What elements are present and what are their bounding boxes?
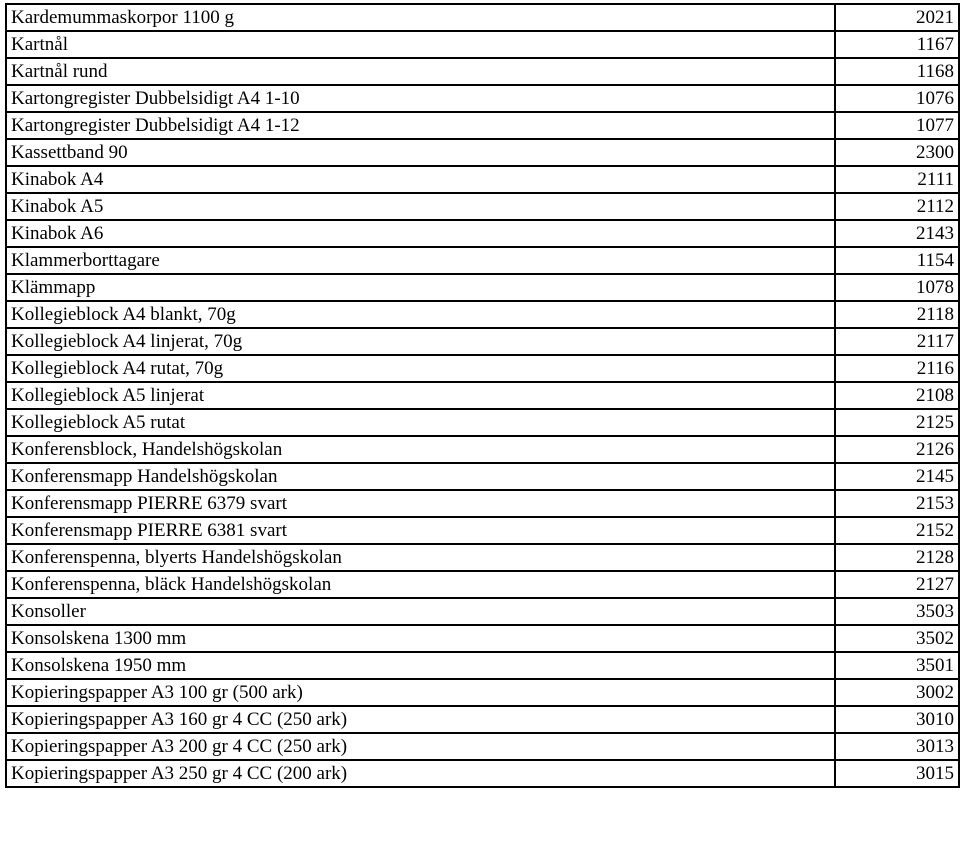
product-number-cell: 2021 [835, 4, 959, 31]
product-number-cell: 2128 [835, 544, 959, 571]
product-number-cell: 2152 [835, 517, 959, 544]
product-number-cell: 2108 [835, 382, 959, 409]
table-row [6, 517, 959, 544]
product-name-cell: Konsolskena 1300 mm [6, 625, 835, 652]
product-name-cell: Kardemummaskorpor 1100 g [6, 4, 835, 31]
product-number-cell: 3501 [835, 652, 959, 679]
product-name-cell: Konferenspenna, blyerts Handelshögskolan [6, 544, 835, 571]
table-row [6, 166, 959, 193]
table-row [6, 544, 959, 571]
table-row [6, 463, 959, 490]
product-name-cell: Kopieringspapper A3 250 gr 4 CC (200 ark) [6, 760, 835, 787]
table-row [6, 652, 959, 679]
product-name-cell: Kartnål [6, 31, 835, 58]
product-name-cell: Kopieringspapper A3 200 gr 4 CC (250 ark) [6, 733, 835, 760]
table-row [6, 679, 959, 706]
product-number-cell: 2125 [835, 409, 959, 436]
product-number-cell: 2118 [835, 301, 959, 328]
product-name-cell: Kinabok A4 [6, 166, 835, 193]
product-name-cell: Kartongregister Dubbelsidigt A4 1-12 [6, 112, 835, 139]
product-name-cell: Kollegieblock A5 rutat [6, 409, 835, 436]
table-row [6, 490, 959, 517]
product-number-cell: 1154 [835, 247, 959, 274]
product-name-cell: Klämmapp [6, 274, 835, 301]
table-row [6, 571, 959, 598]
product-number-cell: 2145 [835, 463, 959, 490]
product-name-cell: Kopieringspapper A3 100 gr (500 ark) [6, 679, 835, 706]
product-number-cell: 3502 [835, 625, 959, 652]
product-number-cell: 3503 [835, 598, 959, 625]
table-row [6, 301, 959, 328]
product-name-cell: Kartongregister Dubbelsidigt A4 1-10 [6, 85, 835, 112]
product-number-cell: 2116 [835, 355, 959, 382]
table-row [6, 58, 959, 85]
product-number-cell: 1167 [835, 31, 959, 58]
product-number-cell: 1078 [835, 274, 959, 301]
table-row [6, 31, 959, 58]
product-name-cell: Kollegieblock A4 rutat, 70g [6, 355, 835, 382]
product-name-cell: Kassettband 90 [6, 139, 835, 166]
product-name-cell: Kinabok A5 [6, 193, 835, 220]
product-name-cell: Kartnål rund [6, 58, 835, 85]
table-row [6, 436, 959, 463]
product-number-cell: 2300 [835, 139, 959, 166]
product-number-cell: 3010 [835, 706, 959, 733]
product-name-cell: Kopieringspapper A3 160 gr 4 CC (250 ark) [6, 706, 835, 733]
product-name-cell: Konferensmapp PIERRE 6379 svart [6, 490, 835, 517]
table-row [6, 409, 959, 436]
table-row [6, 733, 959, 760]
table-row [6, 706, 959, 733]
table-row [6, 598, 959, 625]
table-row [6, 4, 959, 31]
table-row [6, 328, 959, 355]
product-name-cell: Konferensmapp PIERRE 6381 svart [6, 517, 835, 544]
table-row [6, 382, 959, 409]
product-number-cell: 2153 [835, 490, 959, 517]
product-number-cell: 2112 [835, 193, 959, 220]
product-number-cell: 1168 [835, 58, 959, 85]
product-name-cell: Konsoller [6, 598, 835, 625]
product-number-cell: 3013 [835, 733, 959, 760]
product-number-cell: 2111 [835, 166, 959, 193]
product-number-cell: 2126 [835, 436, 959, 463]
table-row [6, 760, 959, 787]
product-number-cell: 2143 [835, 220, 959, 247]
product-number-cell: 3002 [835, 679, 959, 706]
table-row [6, 355, 959, 382]
product-table [5, 3, 960, 788]
product-number-cell: 2117 [835, 328, 959, 355]
product-number-cell: 3015 [835, 760, 959, 787]
product-name-cell: Kollegieblock A4 linjerat, 70g [6, 328, 835, 355]
product-name-cell: Konferensmapp Handelshögskolan [6, 463, 835, 490]
product-name-cell: Konferenspenna, bläck Handelshögskolan [6, 571, 835, 598]
product-number-cell: 2127 [835, 571, 959, 598]
product-name-cell: Kollegieblock A5 linjerat [6, 382, 835, 409]
product-name-cell: Kinabok A6 [6, 220, 835, 247]
table-row [6, 274, 959, 301]
table-row [6, 220, 959, 247]
product-number-cell: 1077 [835, 112, 959, 139]
product-name-cell: Kollegieblock A4 blankt, 70g [6, 301, 835, 328]
product-number-cell: 1076 [835, 85, 959, 112]
table-row [6, 139, 959, 166]
product-table-container [5, 3, 960, 788]
product-name-cell: Klammerborttagare [6, 247, 835, 274]
product-table-body [6, 4, 959, 787]
table-row [6, 247, 959, 274]
product-name-cell: Konferensblock, Handelshögskolan [6, 436, 835, 463]
table-row [6, 625, 959, 652]
product-name-cell: Konsolskena 1950 mm [6, 652, 835, 679]
table-row [6, 112, 959, 139]
table-row [6, 85, 959, 112]
table-row [6, 193, 959, 220]
